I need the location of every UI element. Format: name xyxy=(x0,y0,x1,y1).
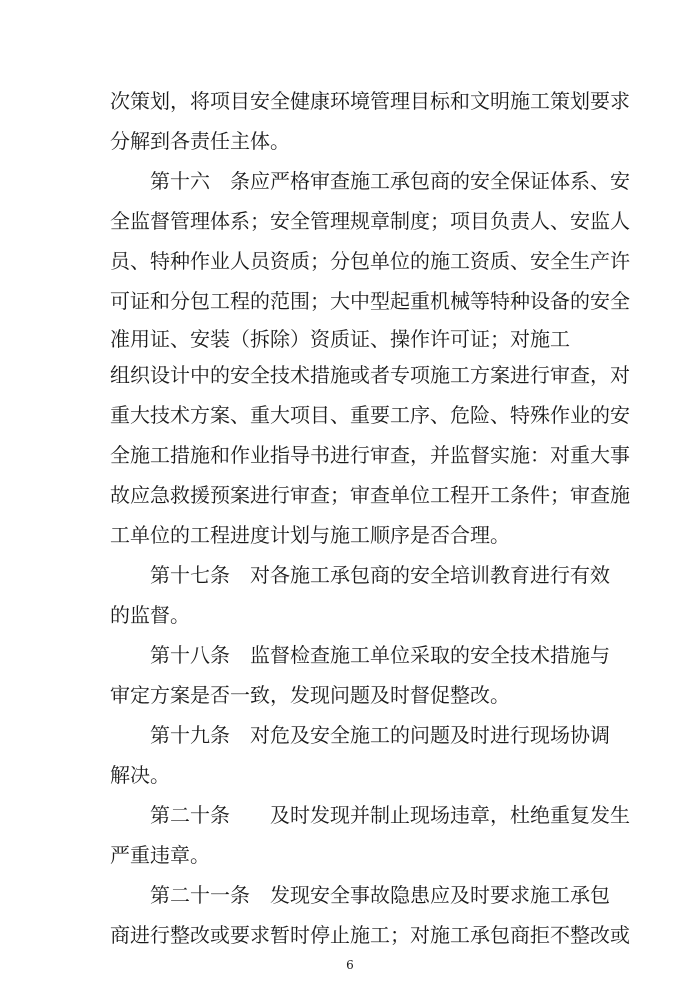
article-19-heading-line: 第十九条 对危及安全施工的问题及时进行现场协调 xyxy=(150,723,610,747)
text-line: 员、特种作业人员资质；分包单位的施工资质、安全生产许 xyxy=(110,249,630,273)
text-line: 的监督。 xyxy=(110,603,190,627)
text-line: 组织设计中的安全技术措施或者专项施工方案进行审查，对 xyxy=(110,363,630,387)
article-18-heading-line: 第十八条 监督检查施工单位采取的安全技术措施与 xyxy=(150,643,610,667)
article-17-heading-line: 第十七条 对各施工承包商的安全培训教育进行有效 xyxy=(150,563,610,587)
page-number: 6 xyxy=(346,958,354,972)
text-line: 次策划，将项目安全健康环境管理目标和文明施工策划要求 xyxy=(110,89,630,113)
text-line: 严重违章。 xyxy=(110,843,210,867)
text-line: 解决。 xyxy=(110,763,170,787)
text-line: 准用证、安装（拆除）资质证、操作许可证；对施工 xyxy=(110,327,570,351)
text-line: 故应急救援预案进行审查；审查单位工程开工条件；审查施 xyxy=(110,483,630,507)
text-line: 全施工措施和作业指导书进行审查，并监督实施：对重大事 xyxy=(110,443,630,467)
text-line: 重大技术方案、重大项目、重要工序、危险、特殊作业的安 xyxy=(110,403,630,427)
text-line: 全监督管理体系；安全管理规章制度；项目负责人、安监人 xyxy=(110,209,630,233)
text-line: 商进行整改或要求暂时停止施工；对施工承包商拒不整改或 xyxy=(110,923,630,947)
text-line: 可证和分包工程的范围；大中型起重机械等特种设备的安全 xyxy=(110,289,630,313)
article-20-heading-line: 第二十条 及时发现并制止现场违章，杜绝重复发生 xyxy=(150,803,630,827)
text-line: 分解到各责任主体。 xyxy=(110,129,290,153)
article-21-heading-line: 第二十一条 发现安全事故隐患应及时要求施工承包 xyxy=(150,883,610,907)
text-line: 审定方案是否一致，发现问题及时督促整改。 xyxy=(110,683,510,707)
text-line: 工单位的工程进度计划与施工顺序是否合理。 xyxy=(110,523,510,547)
article-16-heading-line: 第十六 条应严格审查施工承包商的安全保证体系、安 xyxy=(150,169,630,193)
